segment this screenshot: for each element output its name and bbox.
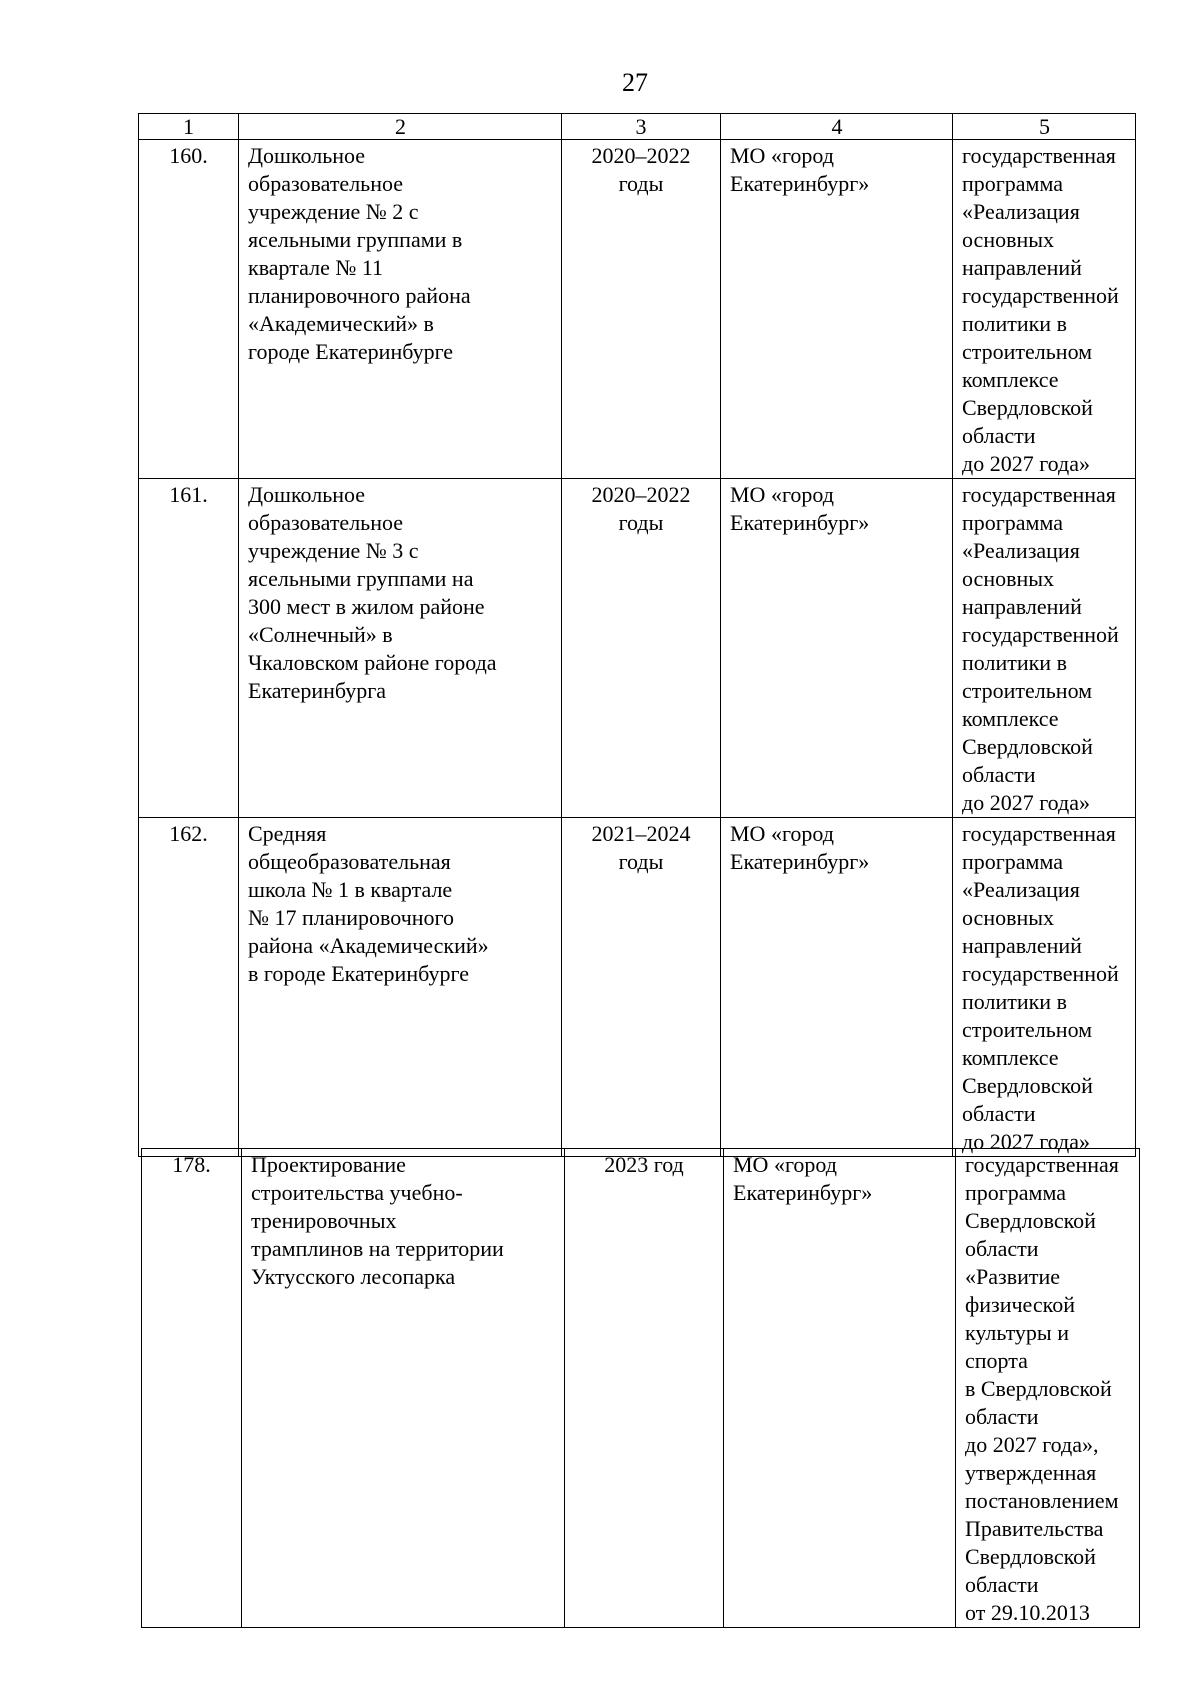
municipality: МО «город Екатеринбург» — [721, 140, 953, 479]
municipality: МО «город Екатеринбург» — [721, 818, 953, 1157]
column-header-1: 1 — [139, 114, 239, 140]
object-name: Средняя общеобразовательная школа № 1 в квартале № 17 планировочного района «Академический» в городе Екатеринбурге — [239, 818, 562, 1157]
implementation-period: 2020–2022 годы — [562, 140, 721, 479]
municipality: МО «город Екатеринбург» — [721, 479, 953, 818]
object-name: Проектирование строительства учебно- тренировочных трамплинов на территории Уктусского лесопарка — [242, 1149, 565, 1628]
table-row — [139, 479, 1136, 818]
column-header-5: 5 — [953, 114, 1136, 140]
state-program: государственная программа «Реализация основных направлений государственной политики в строительном комплексе Свердловской области до 2027 года» — [953, 140, 1136, 479]
table-row — [139, 818, 1136, 1157]
implementation-period: 2023 год — [565, 1149, 724, 1628]
column-header-3: 3 — [562, 114, 721, 140]
table-header-row — [139, 114, 1136, 140]
object-name: Дошкольное образовательное учреждение № 3 с ясельными группами на 300 мест в жилом районе «Солнечный» в Чкаловском районе города Екатеринбурга — [239, 479, 562, 818]
row-number: 162. — [139, 818, 239, 1157]
continuation-table — [141, 1148, 1140, 1628]
state-program: государственная программа «Реализация основных направлений государственной политики в строительном комплексе Свердловской области до 2027 года» — [953, 479, 1136, 818]
municipality: МО «город Екатеринбург» — [724, 1149, 956, 1628]
implementation-period: 2020–2022 годы — [562, 479, 721, 818]
page-number: 27 — [622, 68, 648, 97]
column-header-4: 4 — [721, 114, 953, 140]
row-number: 160. — [139, 140, 239, 479]
state-program: государственная программа «Реализация основных направлений государственной политики в строительном комплексе Свердловской области до 2027 года» — [953, 818, 1136, 1157]
state-program: государственная программа Свердловской области «Развитие физической культуры и спорта в Свердловской области до 2027 года», утвержденная постановлением Правительства Свердловской области от 29.10.2013 — [956, 1149, 1140, 1628]
column-header-2: 2 — [239, 114, 562, 140]
table-row — [142, 1149, 1140, 1628]
table-row — [139, 140, 1136, 479]
objects-table — [138, 113, 1136, 1157]
row-number: 178. — [142, 1149, 242, 1628]
object-name: Дошкольное образовательное учреждение № 2 с ясельными группами в квартале № 11 планировочного района «Академический» в городе Екатеринбурге — [239, 140, 562, 479]
implementation-period: 2021–2024 годы — [562, 818, 721, 1157]
row-number: 161. — [139, 479, 239, 818]
